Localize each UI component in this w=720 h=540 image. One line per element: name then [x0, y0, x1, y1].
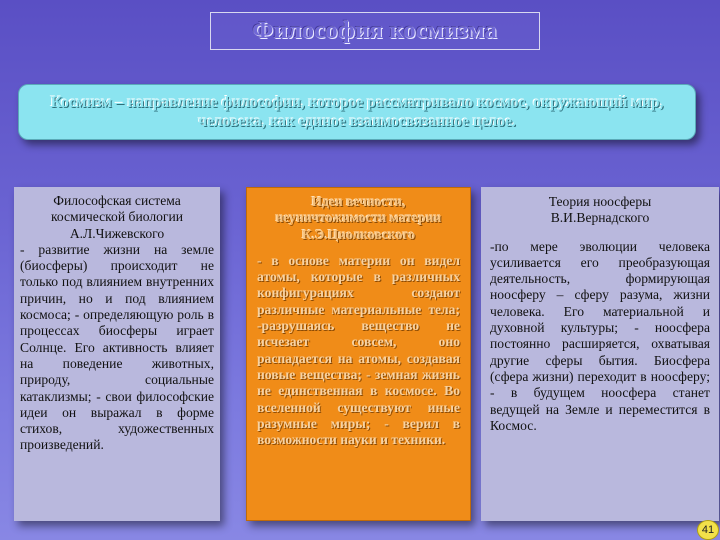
definition-text: Космизм – направление философии, которое рассматривало космос, окружающий мир, человека, как единое взаимосвязанное целое.	[50, 94, 664, 130]
column-body: - в основе материи он видел атомы, которые в различных конфигурациях создают различные материальные тела; -разрушаясь вещество не исчезает совсем, оно распадается на атомы, создавая новые вещества; - земная жизнь не единственная в космосе. Во вселенной существуют иные разумные миры; - верил в возможности науки и техники.	[257, 252, 460, 448]
column-tsiolkovsky	[246, 187, 471, 521]
column-body: - развитие жизни на земле (биосферы) происходит не только под влиянием внутренних причин, но и под влиянием космоса; - определяющую роль в процессах биосферы играет Солнце. Его активность влияет на поведение животных, природу, социальные катаклизмы; - свои философские идеи он выражал в форме стихов, художественных произведений.	[20, 241, 214, 453]
column-heading: Идеи вечности, неуничтожимости материи К.Э.Циолковского	[275, 194, 442, 242]
definition-box	[18, 84, 696, 140]
column-vernadsky	[481, 187, 719, 521]
column-chizhevsky	[14, 187, 220, 521]
slide-title: Философия космизма	[252, 17, 498, 44]
column-body: -по мере эволюции человека усиливается его преобразующая деятельность, формирующая ноосферу – сферу разума, жизни человека. Его материальной и духовной культуры; - ноосфера постоянно расширяется, охватывая другие сферы бытия. Биосфера (сфера жизни) переходит в ноосферу; - в будущем ноосфера станет ведущей на Земле и переместится в Космос.	[490, 238, 710, 433]
column-heading: Теория ноосферы В.И.Вернадского	[548, 194, 652, 226]
title-box	[210, 12, 540, 50]
column-heading: Философская система космической биологии А.Л.Чижевского	[50, 193, 184, 241]
page-number-badge: 41	[697, 520, 719, 540]
